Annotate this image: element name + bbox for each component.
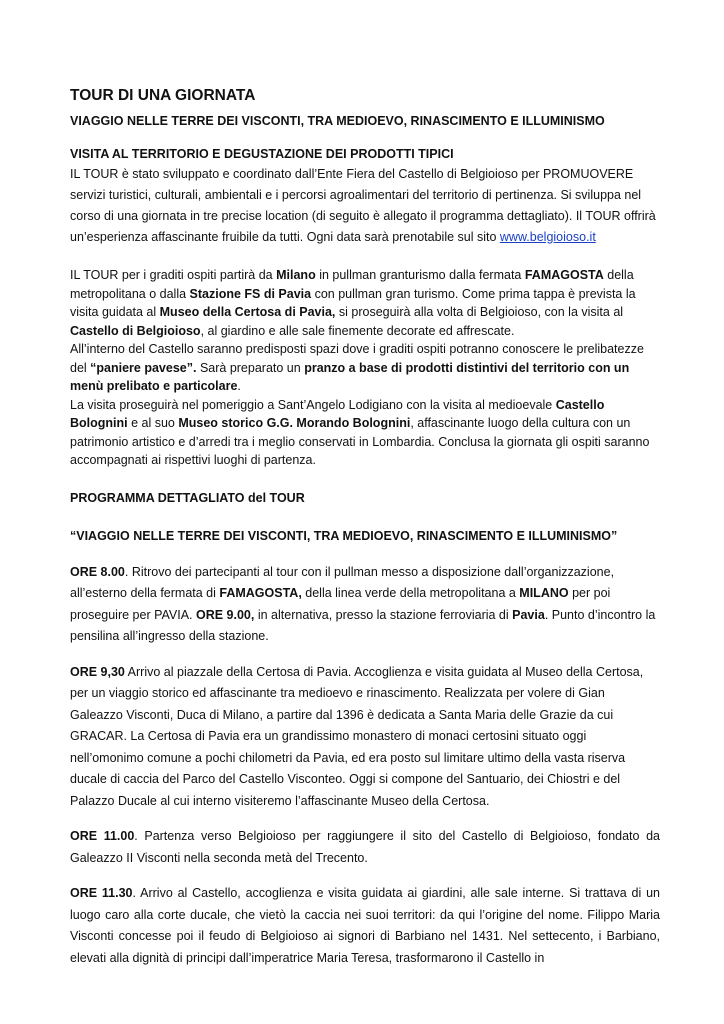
tour-paragraph: IL TOUR per i graditi ospiti partirà da Milano in pullman granturismo dalla fermata FAMAGOSTA della metropolitana o dalla Stazione FS di Pavia con pullman gran turismo. Come prima tappa è prevista la visita guidata al Museo della Certosa di Pavia, si proseguirà alla volta di Belgioioso, con la visita al Castello di Belgioioso, al giardino e alle sale finemente decorate ed affrescate. xyxy=(70,268,636,338)
document-subtitle: VIAGGIO NELLE TERRE DEI VISCONTI, TRA MEDIOEVO, RINASCIMENTO E ILLUMINISMO xyxy=(70,114,605,128)
intro-paragraph: IL TOUR è stato sviluppato e coordinato dall’Ente Fiera del Castello di Belgioioso per PROMUOVERE servizi turistici, culturali, ambientali e i percorsi agroalimentari del territorio di pertinenza. Si sviluppa nel corso di una giornata in tre precise location (di seguito è allegato il programma dettagliato). Il TOUR offrirà un’esperienza affascinante fruibile da tutti. Ogni data sarà prenotabile sul sito www.belgioioso.it xyxy=(70,167,656,244)
castle-paragraph: All’interno del Castello saranno predisposti spazi dove i graditi ospiti potranno conoscere le prelibatezze del “paniere pavese”. Sarà preparato un pranzo a base di prodotti distintivi del territorio con un menù prelibato e particolare. xyxy=(70,342,644,393)
program-title: “VIAGGIO NELLE TERRE DEI VISCONTI, TRA MEDIOEVO, RINASCIMENTO E ILLUMINISMO” xyxy=(70,528,618,543)
schedule-time: ORE 8.00 xyxy=(70,564,125,579)
afternoon-paragraph: La visita proseguirà nel pomeriggio a Sant’Angelo Lodigiano con la visita al medioevale Castello Bolognini e al suo Museo storico G.G. Morando Bolognini, affascinante luogo della cultura con un patrimonio artistico e d’arredi tra i meglio conservati in Lombardia. Conclusa la giornata gli ospiti saranno accompagnati ai rispettivi luoghi di partenza. xyxy=(70,397,650,467)
schedule-time: ORE 11.00 xyxy=(70,829,135,843)
schedule-item-0930: ORE 9,30 Arrivo al piazzale della Certosa di Pavia. Accoglienza e visita guidata al Museo della Certosa, per un viaggio storico ed affascinante tra medioevo e rinascimento. Realizzata per volere di Gian Galeazzo Visconti, Duca di Milano, a partire dal 1396 è dedicata a Santa Maria delle Grazie da cui GRACAR. La Certosa di Pavia era un grandissimo monastero di monaci certosini situato oggi nell’omonimo comune a pochi chilometri da Pavia, ed era posto sul limitare ultimo della vasta riserva ducale di caccia del Parco del Castello Visconteo. Oggi si compone del Santuario, dei Chiostri e del Palazzo Ducale al cui interno visiteremo l’affascinante Museo della Certosa. xyxy=(70,664,644,808)
schedule-item-0800: ORE 8.00. Ritrovo dei partecipanti al tour con il pullman messo a disposizione dall’organizzazione, all’esterno della fermata di FAMAGOSTA, della linea verde della metropolitana a MILANO per poi proseguire per PAVIA. ORE 9.00, in alternativa, presso la stazione ferroviaria di Pavia. Punto d’incontro la pensilina all’ingresso della stazione. xyxy=(70,564,656,643)
schedule-item-1100: ORE 11.00. Partenza verso Belgioioso per raggiungere il sito del Castello di Belgioioso, fondato da Galeazzo II Visconti nella seconda metà del Trecento. xyxy=(70,829,660,865)
section-heading-visita: VISITA AL TERRITORIO E DEGUSTAZIONE DEI PRODOTTI TIPICI xyxy=(70,147,454,161)
document-title: TOUR DI UNA GIORNATA xyxy=(70,87,256,104)
website-link[interactable]: www.belgioioso.it xyxy=(499,230,596,244)
document-page xyxy=(70,86,660,969)
schedule-time: ORE 11.30 xyxy=(70,886,133,900)
schedule-time: ORE 9,30 xyxy=(70,664,125,679)
program-heading: PROGRAMMA DETTAGLIATO del TOUR xyxy=(70,490,305,505)
schedule-item-1130: ORE 11.30. Arrivo al Castello, accoglienza e visita guidata ai giardini, alle sale interne. Si trattava di un luogo caro alla corte ducale, che vietò la caccia nei suoi territori: da qui l’origine del nome. Filippo Maria Visconti concesse poi il feudo di Belgioioso ai signori di Barbiano nel 1431. Nel settecento, i Barbiano, elevati alla dignità di principi dall’imperatrice Maria Teresa, trasformarono il Castello in xyxy=(70,886,660,965)
